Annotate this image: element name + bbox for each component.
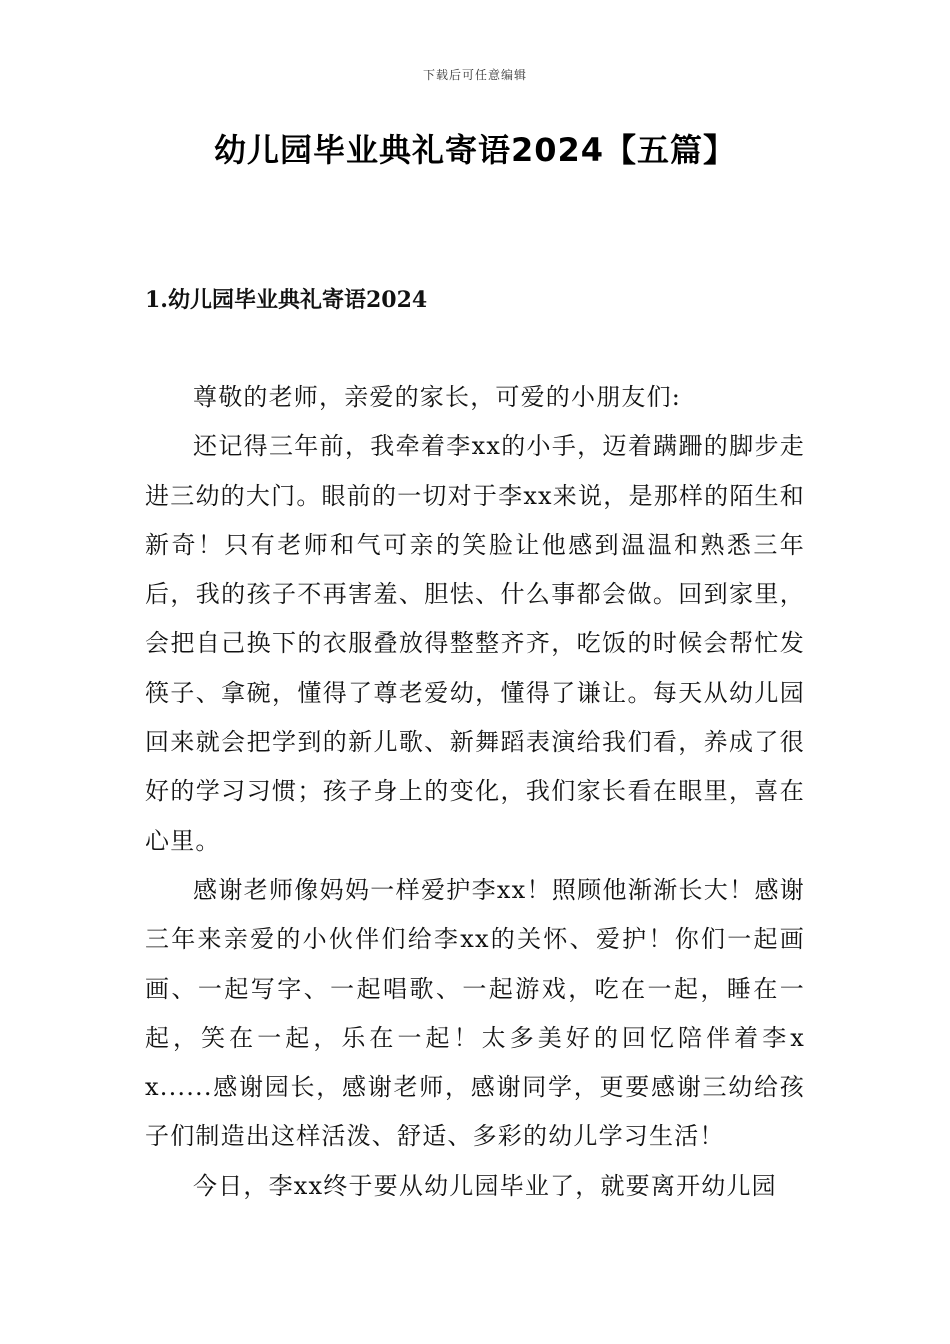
header-note: 下载后可任意编辑	[422, 68, 527, 82]
paragraph-greeting: 尊敬的老师，亲爱的家长，可爱的小朋友们:	[193, 383, 682, 411]
paragraph-graduation: 今日，李xx终于要从幼儿园毕业了，就要离开幼儿园	[193, 1171, 777, 1200]
document-title: 幼儿园毕业典礼寄语2024【五篇】	[213, 131, 737, 169]
paragraph-thanks: 感谢老师像妈妈一样爱护李xx！照顾他渐渐长大！感谢三年来亲爱的小伙伴们给李xx的关怀、爱护！你们一起画画、一起写字、一起唱歌、一起游戏，吃在一起，睡在一起，笑在一起，乐在一起！太多美好的回忆陪伴着李xx......感谢园长，感谢老师，感谢同学，更要感谢三幼给孩子们制造出这样活泼、舒适、多彩的幼儿学习生活！	[145, 875, 805, 1151]
document-body	[145, 373, 805, 1211]
paragraph-memories: 还记得三年前，我牵着李xx的小手，迈着蹒跚的脚步走进三幼的大门。眼前的一切对于李xx来说，是那样的陌生和新奇！只有老师和气可亲的笑脸让他感到温温和熟悉三年后，我的孩子不再害羞、胆怯、什么事都会做。回到家里，会把自己换下的衣服叠放得整整齐齐，吃饭的时候会帮忙发筷子、拿碗，懂得了尊老爱幼，懂得了谦让。每天从幼儿园回来就会把学到的新儿歌、新舞蹈表演给我们看，养成了很好的学习习惯；孩子身上的变化，我们家长看在眼里，喜在心里。	[145, 432, 805, 855]
section-heading: 1.幼儿园毕业典礼寄语2024	[145, 287, 428, 313]
